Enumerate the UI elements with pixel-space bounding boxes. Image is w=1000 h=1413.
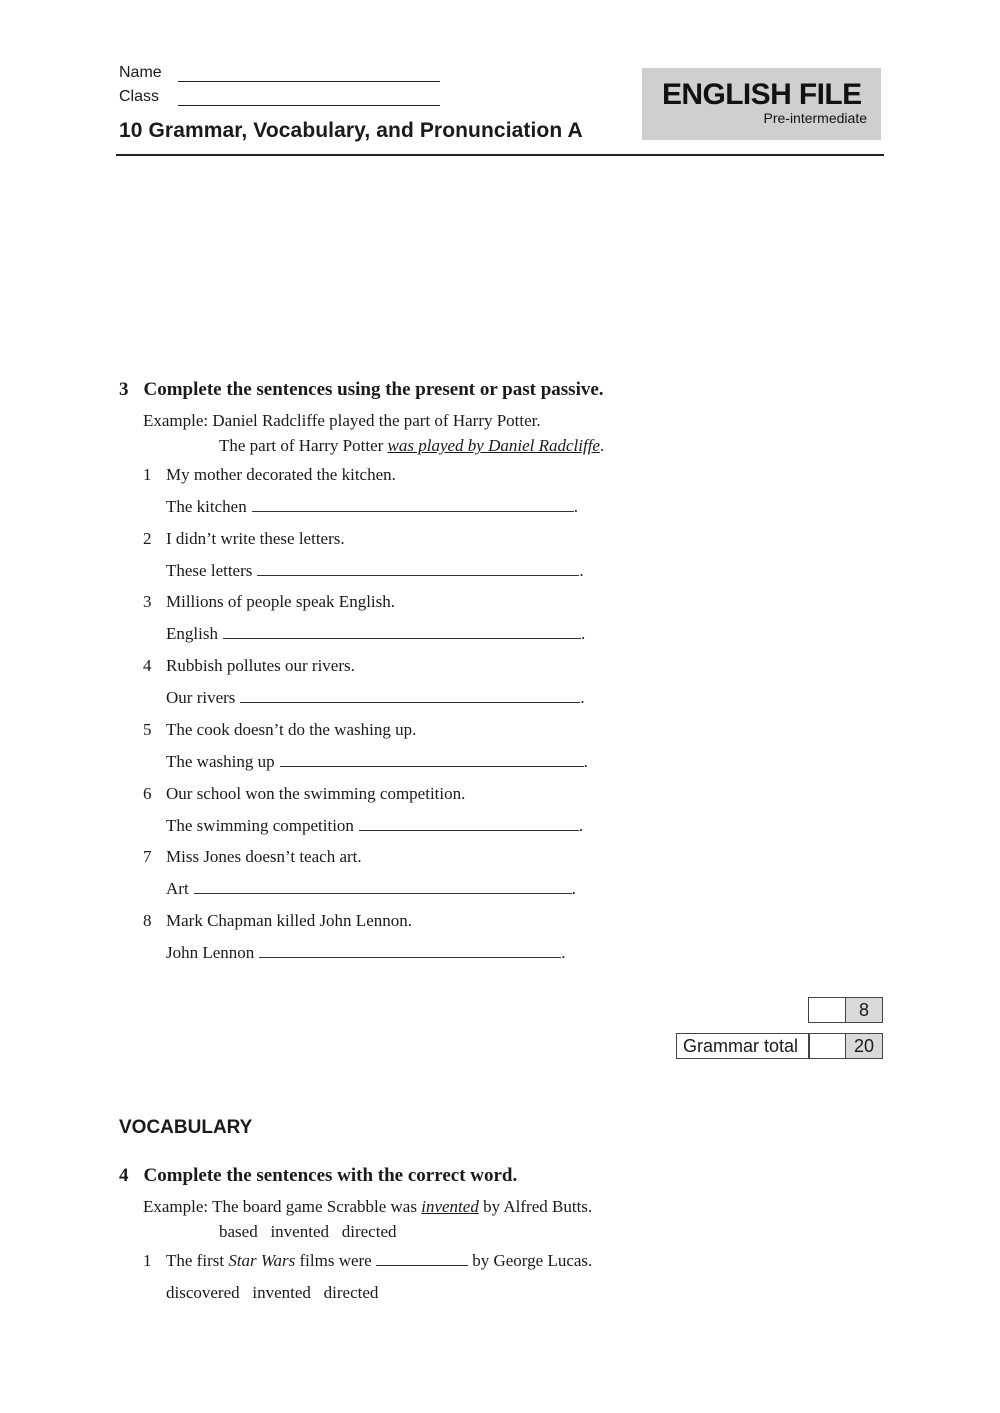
q4-example-prefix: The board game Scrabble was [212,1197,422,1216]
q3-item-5-sentence-row [143,720,416,740]
q3-item-5-answer-row [166,752,588,772]
q4-item-1-mid: films were [295,1251,376,1270]
q3-score-max [845,997,883,1023]
q4-item-1-number: 1 [143,1251,152,1270]
q3-item-stem: The kitchen [166,497,247,516]
q3-item-stem: The washing up [166,752,275,771]
q4-item-1-blank[interactable] [376,1252,468,1266]
q4-heading [119,1165,517,1187]
q3-item-sentence: I didn’t write these letters. [166,529,345,548]
q3-item-answer-blank[interactable] [194,880,572,894]
q3-item-7-answer-row [166,879,576,899]
q3-item-stem: John Lennon [166,943,255,962]
page-title: 10 Grammar, Vocabulary, and Pronunciation A [119,119,583,142]
q3-item-sentence: Millions of people speak English. [166,592,396,611]
q3-item-end-mark: . [583,752,588,771]
q3-instruction: Complete the sentences using the present or past passive. [143,379,604,400]
q3-item-end-mark: . [573,497,578,516]
q3-example-answer-line [219,436,604,456]
q3-item-number: 7 [143,847,152,866]
q3-item-answer-blank[interactable] [259,944,561,958]
grammar-total-input[interactable] [808,1033,847,1059]
q3-item-6-answer-row [166,816,583,836]
q3-item-number: 4 [143,656,152,675]
name-label: Name [119,64,162,81]
q4-item-1-suffix: by George Lucas. [467,1251,593,1270]
q3-item-end-mark: . [571,879,576,898]
english-file-logo [642,68,881,140]
q3-item-number: 2 [143,529,152,548]
q4-item-1-title: Star Wars [228,1251,296,1270]
q3-item-sentence: My mother decorated the kitchen. [166,465,396,484]
q3-heading [119,379,604,401]
q3-item-answer-blank[interactable] [240,689,580,703]
q3-item-number: 8 [143,911,152,930]
q3-item-stem: Art [166,879,189,898]
class-field[interactable] [178,91,440,106]
grammar-total-label: Grammar total [683,1036,799,1056]
q3-item-4-sentence-row [143,656,355,676]
q3-example [143,411,541,431]
q3-item-stem: English [166,624,218,643]
name-row [119,64,162,82]
q3-item-end-mark: . [579,561,584,580]
q4-item-1 [143,1251,592,1271]
q3-item-stem: These letters [166,561,253,580]
q3-item-8-sentence-row [143,911,412,931]
logo-sub-text: Pre-intermediate [763,110,867,126]
q3-item-stem: The swimming competition [166,816,354,835]
q3-item-4-answer-row [166,688,585,708]
q3-example-sentence: Daniel Radcliffe played the part of Harry Potter. [212,411,541,430]
logo-main-text: ENGLISH FILE [662,78,862,111]
q3-item-sentence: The cook doesn’t do the washing up. [166,720,417,739]
q4-example-suffix: by Alfred Butts. [478,1197,593,1216]
header-rule [116,154,884,156]
q4-example-options: based invented directed [219,1222,397,1241]
q3-example-answer: was played by Daniel Radcliffe [387,436,600,455]
q3-item-1-sentence-row [143,465,396,485]
q4-item-1-options: discovered invented directed [166,1283,379,1302]
q3-item-sentence: Rubbish pollutes our rivers. [166,656,355,675]
q3-item-end-mark: . [580,624,586,643]
q3-item-answer-blank[interactable] [223,625,581,639]
q4-item-1-prefix: The first [166,1251,229,1270]
q3-item-answer-blank[interactable] [252,498,574,512]
q3-score-max-value: 8 [858,1000,869,1020]
q3-item-2-sentence-row [143,529,345,549]
q3-item-answer-blank[interactable] [280,753,584,767]
q4-example-label: Example: [143,1197,209,1216]
grammar-total-max-value: 20 [853,1036,875,1056]
q3-item-end-mark: . [580,688,585,707]
class-row [119,88,159,106]
vocabulary-heading: VOCABULARY [119,1117,253,1138]
q3-item-number: 6 [143,784,152,803]
q3-item-end-mark: . [578,816,584,835]
q3-item-2-answer-row [166,561,584,581]
q3-item-sentence: Mark Chapman killed John Lennon. [166,911,412,930]
grammar-total-label-box [676,1033,810,1059]
q3-item-stem: Our rivers [166,688,236,707]
q3-item-number: 5 [143,720,152,739]
q3-item-answer-blank[interactable] [359,817,579,831]
q3-item-number: 1 [143,465,152,484]
grammar-total-max [845,1033,883,1059]
q3-item-3-answer-row [166,624,585,644]
q3-item-sentence: Our school won the swimming competition. [166,784,466,803]
q4-example [143,1197,592,1217]
q3-score-input[interactable] [808,997,847,1023]
q3-number: 3 [119,379,129,400]
q3-example-end: . [599,436,605,455]
name-field[interactable] [178,67,440,82]
q4-example-answer: invented [421,1197,479,1216]
q3-example-label: Example: [143,411,209,430]
q3-item-end-mark: . [561,943,566,962]
q3-item-sentence: Miss Jones doesn’t teach art. [166,847,362,866]
q3-item-1-answer-row [166,497,578,517]
q4-number: 4 [119,1165,129,1186]
q3-example-answer-prefix: The part of Harry Potter [219,436,388,455]
class-label: Class [119,88,160,105]
q3-item-8-answer-row [166,943,566,963]
q4-instruction: Complete the sentences with the correct word. [143,1165,518,1186]
q3-item-7-sentence-row [143,847,362,867]
q3-item-3-sentence-row [143,592,395,612]
q3-item-6-sentence-row [143,784,465,804]
q3-item-number: 3 [143,592,152,611]
q3-item-answer-blank[interactable] [257,562,579,576]
